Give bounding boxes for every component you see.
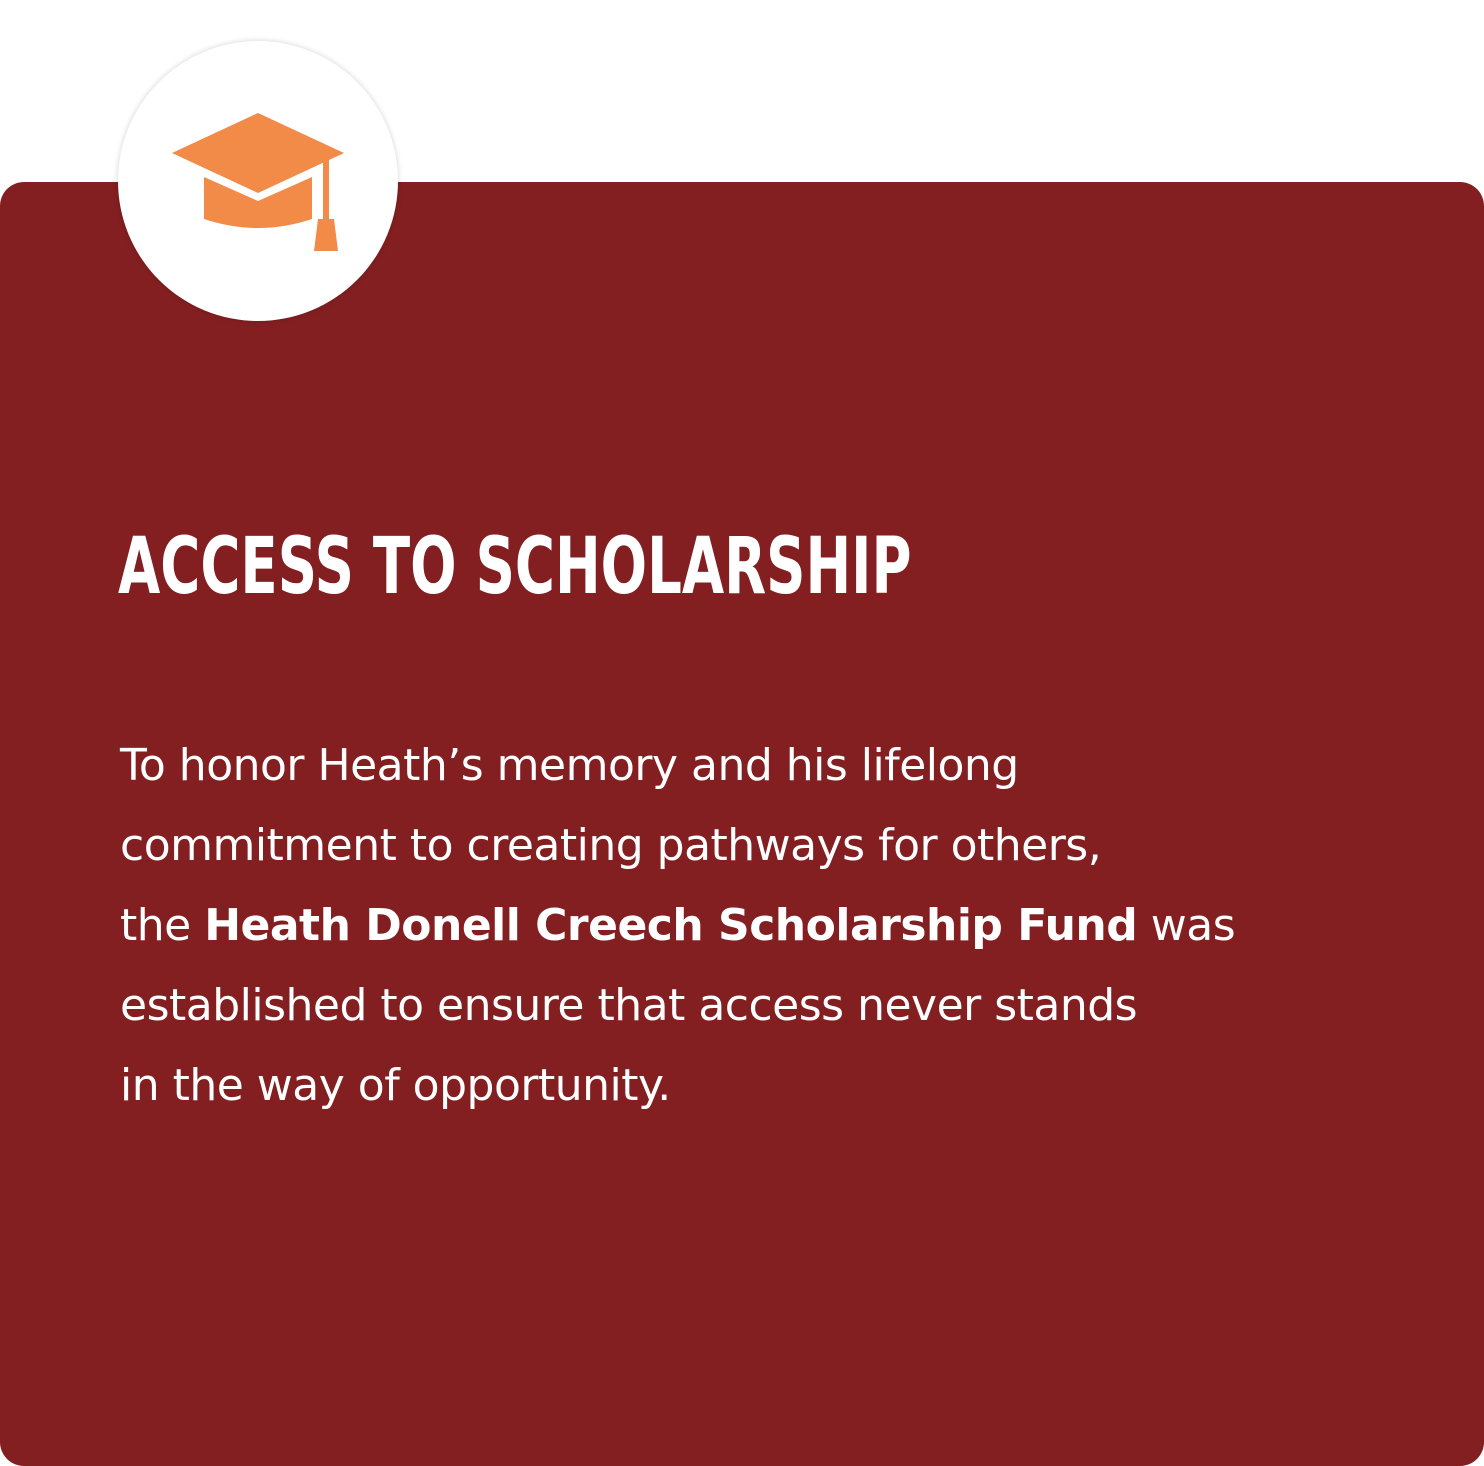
icon-badge <box>118 41 398 321</box>
body-line: commitment to creating pathways for others, <box>120 820 1102 871</box>
body-text-fragment: the <box>120 900 205 951</box>
body-text-fragment: was <box>1137 900 1236 951</box>
graduation-cap-icon <box>168 111 348 261</box>
body-line: in the way of opportunity. <box>120 1060 671 1111</box>
section-title: ACCESS TO SCHOLARSHIP <box>118 522 912 612</box>
fund-name: Heath Donell Creech Scholarship Fund <box>204 900 1138 951</box>
body-line <box>120 886 1350 966</box>
body-line: established to ensure that access never stands <box>120 980 1138 1031</box>
body-line: To honor Heath’s memory and his lifelong <box>120 740 1019 791</box>
section-body <box>120 726 1350 1126</box>
